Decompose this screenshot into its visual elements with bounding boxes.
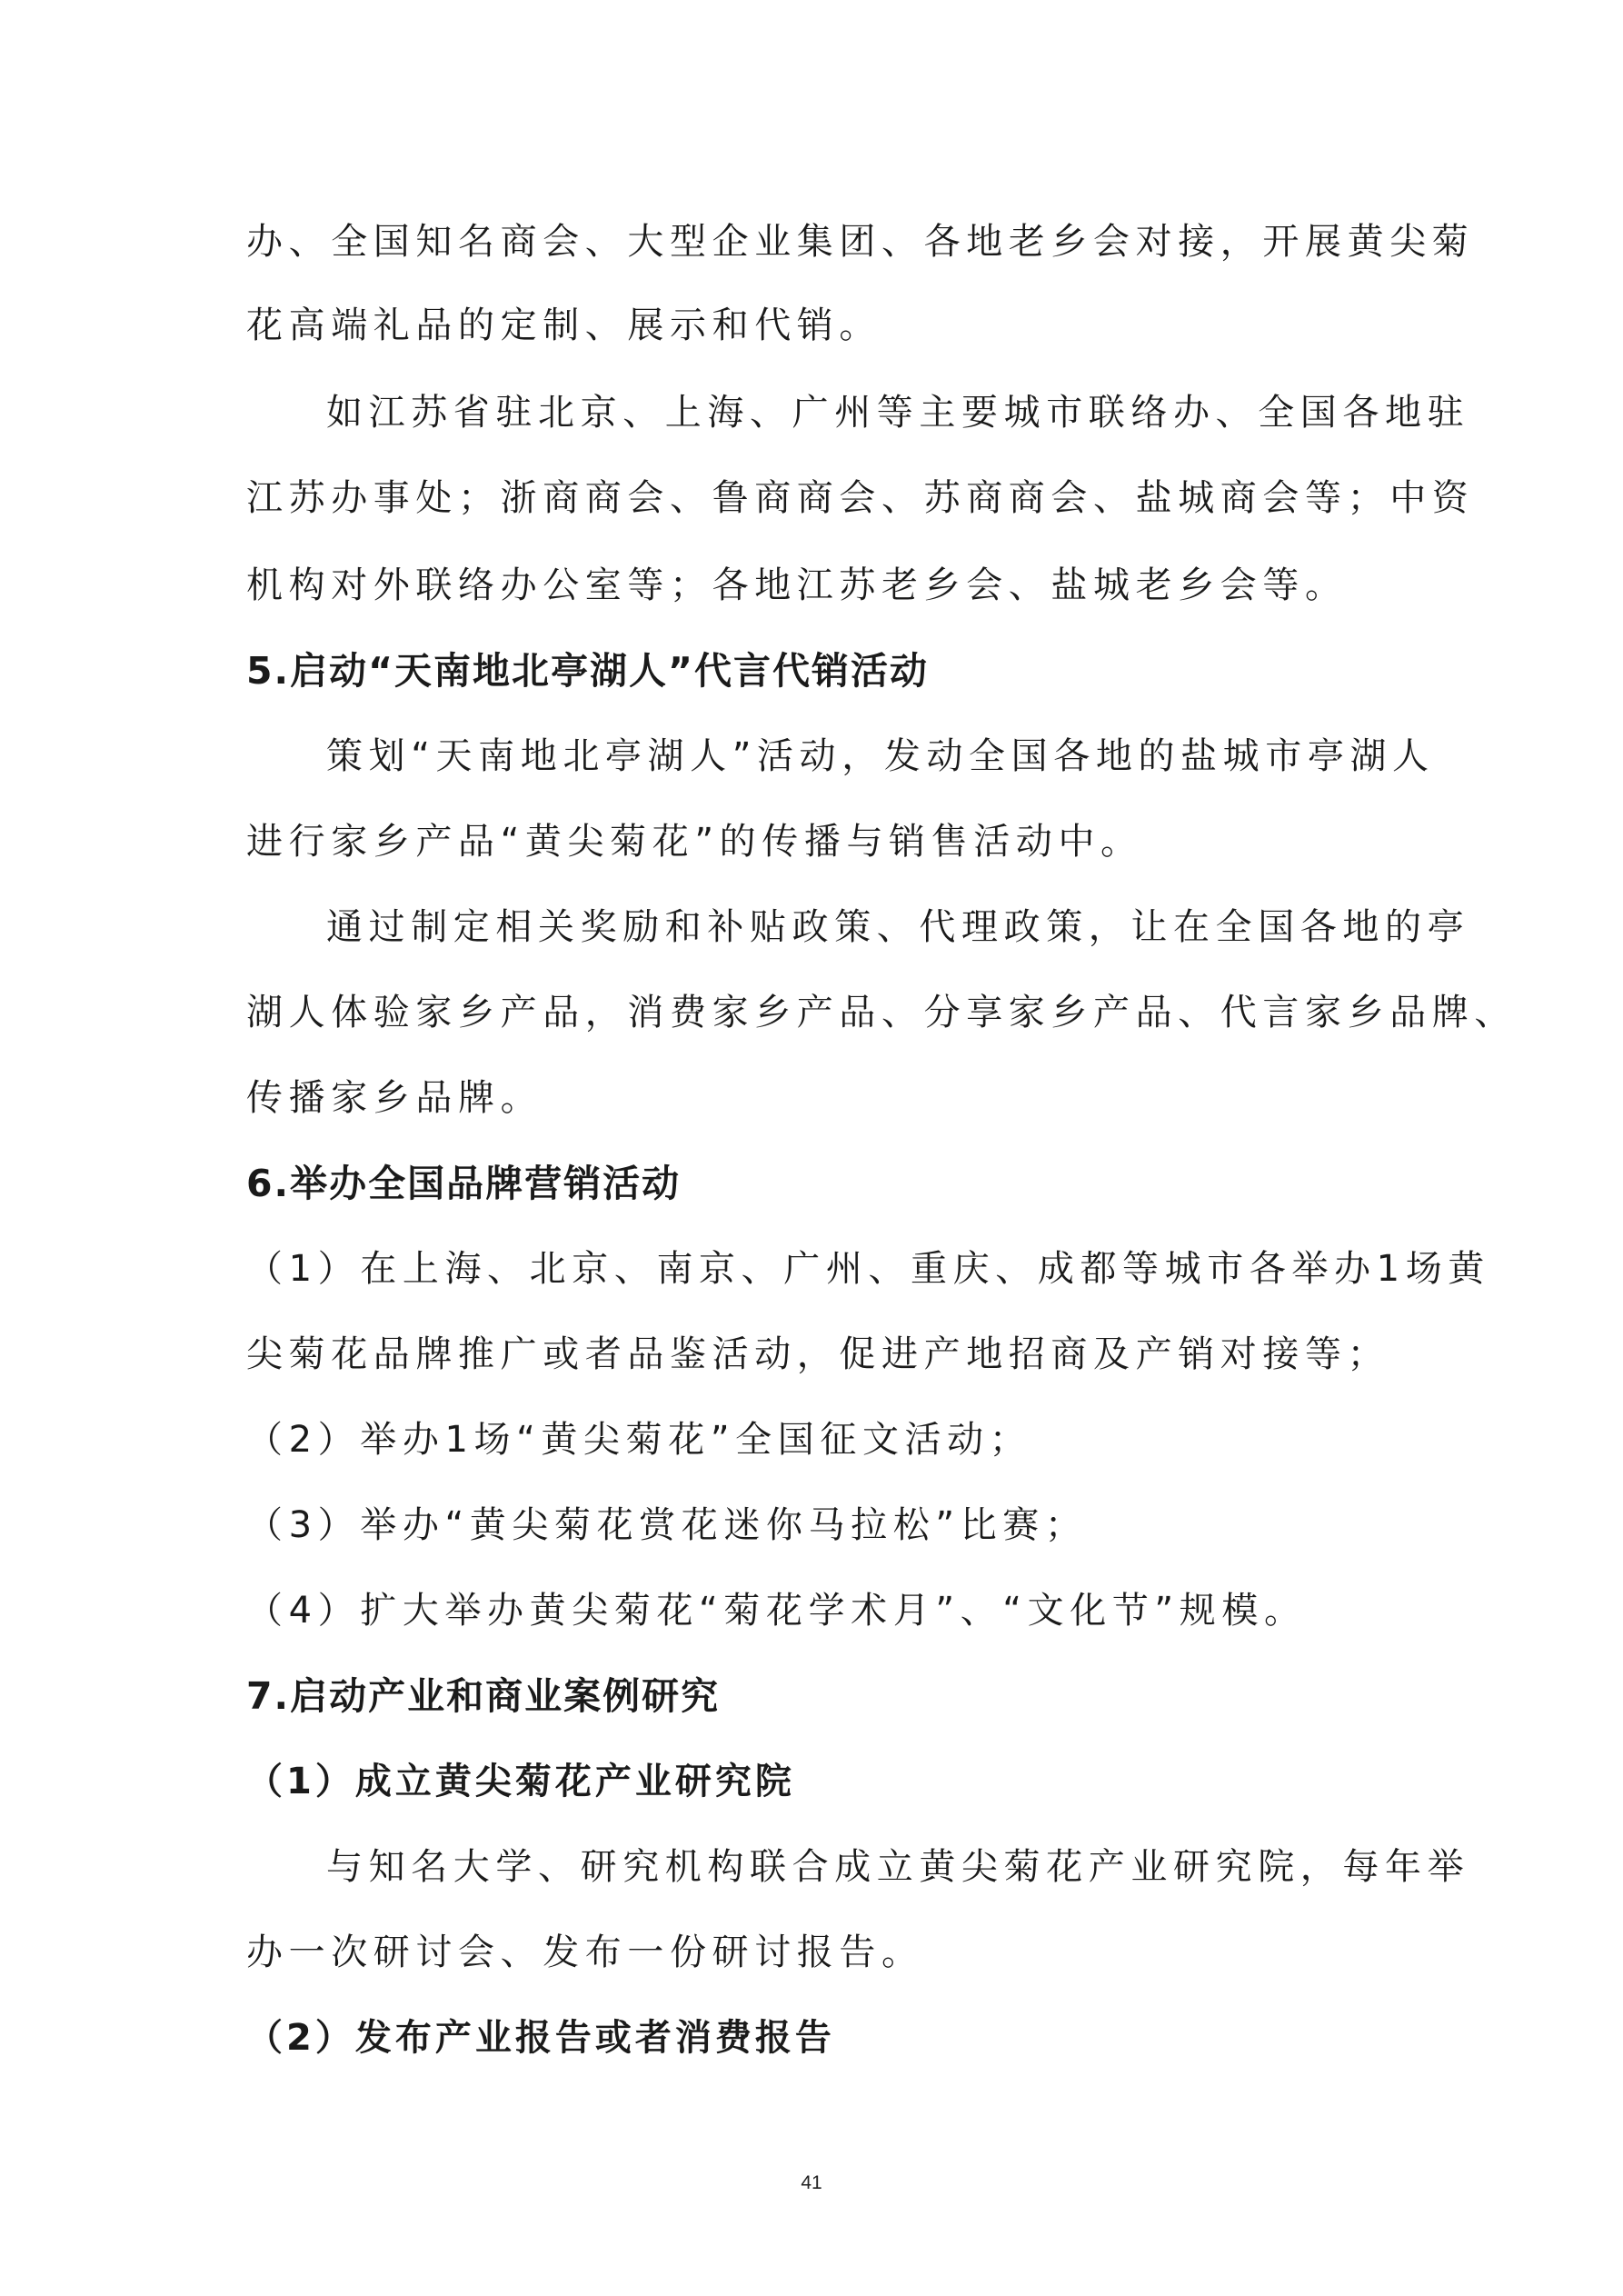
section-heading-5: 5.启动“天南地北亭湖人”代言代销活动 bbox=[246, 649, 929, 693]
body-text-line: 通过制定相关奖励和补贴政策、代理政策，让在全国各地的亭 bbox=[326, 906, 1470, 948]
body-text-line: 传播家乡品牌。 bbox=[246, 1077, 543, 1119]
list-item: （2）举办1场“黄尖菊花”全国征文活动； bbox=[246, 1419, 1032, 1461]
body-text-line: 与知名大学、研究机构联合成立黄尖菊花产业研究院，每年举 bbox=[326, 1846, 1470, 1888]
body-text-line: 如江苏省驻北京、上海、广州等主要城市联络办、全国各地驻 bbox=[326, 392, 1470, 434]
page-number: 41 bbox=[801, 2172, 822, 2193]
body-text-line: 花高端礼品的定制、展示和代销。 bbox=[246, 304, 881, 346]
list-item: （1）在上海、北京、南京、广州、重庆、成都等城市各举办1场黄 bbox=[246, 1248, 1490, 1290]
body-text-line: 策划“天南地北亭湖人”活动，发动全国各地的盐城市亭湖人 bbox=[326, 735, 1435, 777]
section-heading-7: 7.启动产业和商业案例研究 bbox=[246, 1674, 721, 1718]
body-text-line: 办、全国知名商会、大型企业集团、各地老乡会对接，开展黄尖菊 bbox=[246, 221, 1475, 263]
list-item-continuation: 尖菊花品牌推广或者品鉴活动，促进产地招商及产销对接等； bbox=[246, 1333, 1390, 1375]
list-item: （4）扩大举办黄尖菊花“菊花学术月”、“文化节”规模。 bbox=[246, 1590, 1307, 1632]
body-text-line: 湖人体验家乡产品，消费家乡产品、分享家乡产品、代言家乡品牌、 bbox=[246, 992, 1517, 1033]
subsection-heading-1: （1）成立黄尖菊花产业研究院 bbox=[246, 1761, 795, 1802]
body-text-line: 进行家乡产品“黄尖菊花”的传播与销售活动中。 bbox=[246, 821, 1143, 863]
list-item: （3）举办“黄尖菊花赏花迷你马拉松”比赛； bbox=[246, 1504, 1088, 1546]
body-text-line: 办一次研讨会、发布一份研讨报告。 bbox=[246, 1932, 924, 1973]
subsection-heading-2: （2）发布产业报告或者消费报告 bbox=[246, 2017, 835, 2059]
body-text-line: 江苏办事处；浙商商会、鲁商商会、苏商商会、盐城商会等；中资 bbox=[246, 477, 1475, 519]
section-heading-6: 6.举办全国品牌营销活动 bbox=[246, 1162, 682, 1205]
body-text-line: 机构对外联络办公室等；各地江苏老乡会、盐城老乡会等。 bbox=[246, 564, 1348, 606]
